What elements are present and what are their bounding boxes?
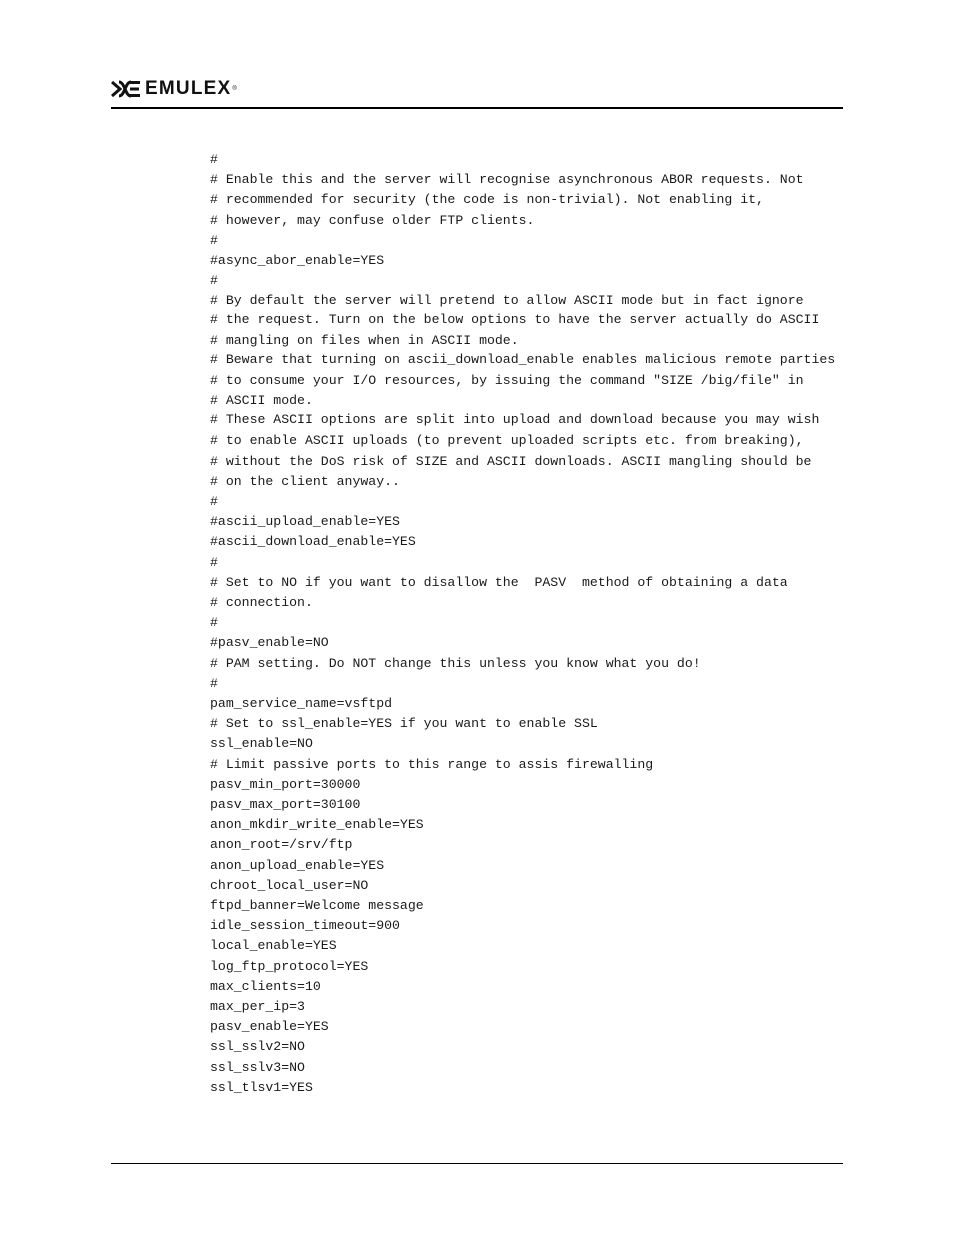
config-line: # without the DoS risk of SIZE and ASCII downloads. ASCII mangling should be — [210, 453, 812, 469]
config-line: # the request. Turn on the below options to have the server actually do ASCII — [210, 311, 820, 327]
trademark-symbol: ® — [232, 86, 237, 92]
config-line: # — [210, 554, 218, 570]
config-line: #ascii_download_enable=YES — [210, 534, 416, 550]
config-line: pasv_min_port=30000 — [210, 776, 361, 792]
header-divider — [111, 107, 843, 109]
config-line: # — [210, 493, 218, 509]
page-header — [111, 78, 237, 100]
config-line: # recommended for security (the code is non-trivial). Not enabling it, — [210, 192, 764, 208]
config-line: # — [210, 615, 218, 631]
config-line: log_ftp_protocol=YES — [210, 958, 369, 974]
footer-divider — [111, 1163, 843, 1164]
config-line: # connection. — [210, 594, 313, 610]
config-code-block — [210, 150, 846, 1098]
config-line: # — [210, 232, 218, 248]
config-line: # PAM setting. Do NOT change this unless you know what you do! — [210, 655, 701, 671]
config-line: # however, may confuse older FTP clients. — [210, 212, 535, 228]
config-line: # — [210, 152, 218, 167]
config-line: # Beware that turning on ascii_download_enable enables malicious remote parties — [210, 351, 836, 367]
config-line: max_per_ip=3 — [210, 998, 305, 1014]
config-line: pasv_max_port=30100 — [210, 796, 361, 812]
config-line: # — [210, 675, 218, 691]
config-line: # on the client anyway.. — [210, 473, 400, 489]
config-line: #ascii_upload_enable=YES — [210, 514, 400, 530]
config-line: ftpd_banner=Welcome message — [210, 897, 424, 913]
config-line: pam_service_name=vsftpd — [210, 695, 393, 711]
config-line: pasv_enable=YES — [210, 1019, 329, 1035]
config-line: # Enable this and the server will recognise asynchronous ABOR requests. Not — [210, 172, 804, 188]
config-line: ssl_enable=NO — [210, 736, 313, 752]
config-line: # mangling on files when in ASCII mode. — [210, 333, 519, 349]
config-line: # to enable ASCII uploads (to prevent uploaded scripts etc. from breaking), — [210, 433, 804, 449]
brand-name: EMULEX — [145, 78, 232, 99]
config-line: anon_upload_enable=YES — [210, 857, 385, 873]
config-line: anon_root=/srv/ftp — [210, 837, 353, 853]
config-line: ssl_tlsv1=YES — [210, 1079, 313, 1095]
config-line: #async_abor_enable=YES — [210, 253, 385, 269]
config-line: # Set to NO if you want to disallow the PASV method of obtaining a data — [210, 574, 788, 590]
config-line: # to consume your I/O resources, by issuing the command "SIZE /big/file" in — [210, 373, 804, 389]
config-line: # — [210, 273, 218, 289]
config-line: # By default the server will pretend to allow ASCII mode but in fact ignore — [210, 293, 804, 309]
config-line: ssl_sslv2=NO — [210, 1039, 305, 1055]
config-line: # Set to ssl_enable=YES if you want to enable SSL — [210, 716, 598, 732]
config-line: max_clients=10 — [210, 978, 321, 994]
config-line: # These ASCII options are split into upload and download because you may wish — [210, 411, 820, 427]
config-line: anon_mkdir_write_enable=YES — [210, 817, 424, 833]
emulex-logo-icon — [111, 80, 141, 98]
config-line: local_enable=YES — [210, 938, 337, 954]
config-line: #pasv_enable=NO — [210, 635, 329, 651]
config-line: ssl_sslv3=NO — [210, 1059, 305, 1075]
config-line: idle_session_timeout=900 — [210, 918, 400, 934]
config-line: chroot_local_user=NO — [210, 877, 369, 893]
config-line: # ASCII mode. — [210, 393, 313, 409]
config-line: # Limit passive ports to this range to assis firewalling — [210, 756, 654, 772]
